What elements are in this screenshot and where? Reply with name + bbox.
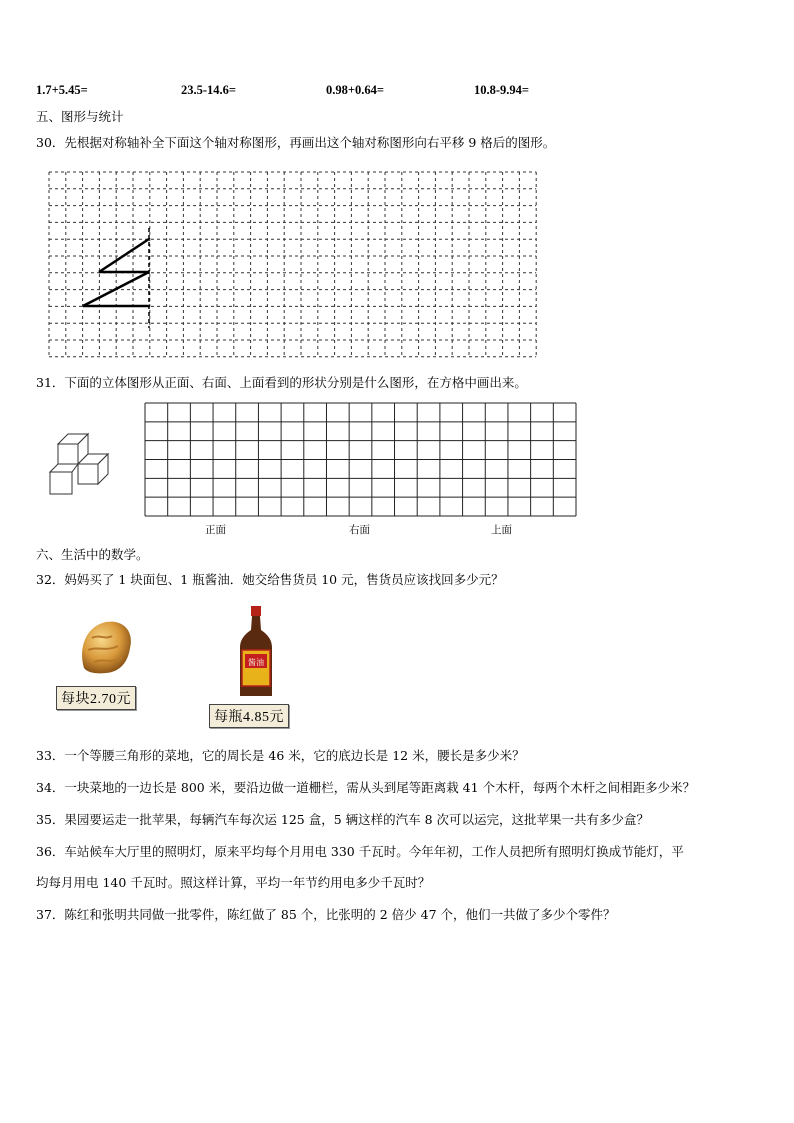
question-34: 34．一块菜地的一边长是 800 米，要沿边做一道栅栏，需从头到尾等距离栽 41 个木杆，每两个木杆之间相距多少米？: [36, 780, 696, 795]
section-6-heading: 六、生活中的数学。: [36, 547, 149, 562]
arithmetic-item-2: 23.5-14.6=: [181, 83, 237, 97]
section-5-heading: 五、图形与统计: [36, 109, 124, 124]
arithmetic-item-3: 0.98+0.64=: [326, 83, 384, 97]
question-32: 32．妈妈买了 1 块面包、1 瓶酱油．她交给售货员 10 元，售货员应该找回多少元？: [36, 572, 504, 587]
view-label-front: 正面: [205, 524, 226, 536]
question-36-line-2: 均每月用电 140 千瓦时。照这样计算，平均一年节约用电多少千瓦时？: [36, 875, 431, 890]
view-label-right: 右面: [349, 524, 370, 536]
view-label-top: 上面: [491, 524, 512, 536]
symmetry-grid: [45, 168, 545, 360]
soy-price-tag: 每瓶4.85元: [209, 704, 289, 728]
question-36-line-1: 36．车站候车大厅里的照明灯，原来平均每个月用电 330 千瓦时。今年年初，工作人员把所有照明灯换成节能灯，平: [36, 844, 684, 859]
question-30: 30．先根据对称轴补全下面这个轴对称图形，再画出这个轴对称图形向右平移 9 格后的图形。: [36, 135, 556, 150]
arithmetic-item-1: 1.7+5.45=: [36, 83, 88, 97]
question-37: 37．陈红和张明共同做一批零件，陈红做了 85 个，比张明的 2 倍少 47 个，他们一共做了多少个零件？: [36, 907, 616, 922]
question-33: 33．一个等腰三角形的菜地，它的周长是 46 米，它的底边长是 12 米，腰长是多少米？: [36, 748, 525, 763]
cube-figure: [46, 430, 116, 496]
question-31: 31．下面的立体图形从正面、右面、上面看到的形状分别是什么图形，在方格中画出来。: [36, 375, 527, 390]
arithmetic-item-4: 10.8-9.94=: [474, 83, 530, 97]
bread-image: [76, 618, 136, 676]
soy-sauce-bottle-image: [236, 604, 276, 700]
soy-sauce-label: 酱油: [248, 658, 264, 667]
question-35: 35．果园要运走一批苹果，每辆汽车每次运 125 盒，5 辆这样的汽车 8 次可以运完，这批苹果一共有多少盒？: [36, 812, 650, 827]
answer-grid[interactable]: [144, 402, 580, 520]
bread-price-tag: 每块2.70元: [56, 686, 136, 710]
